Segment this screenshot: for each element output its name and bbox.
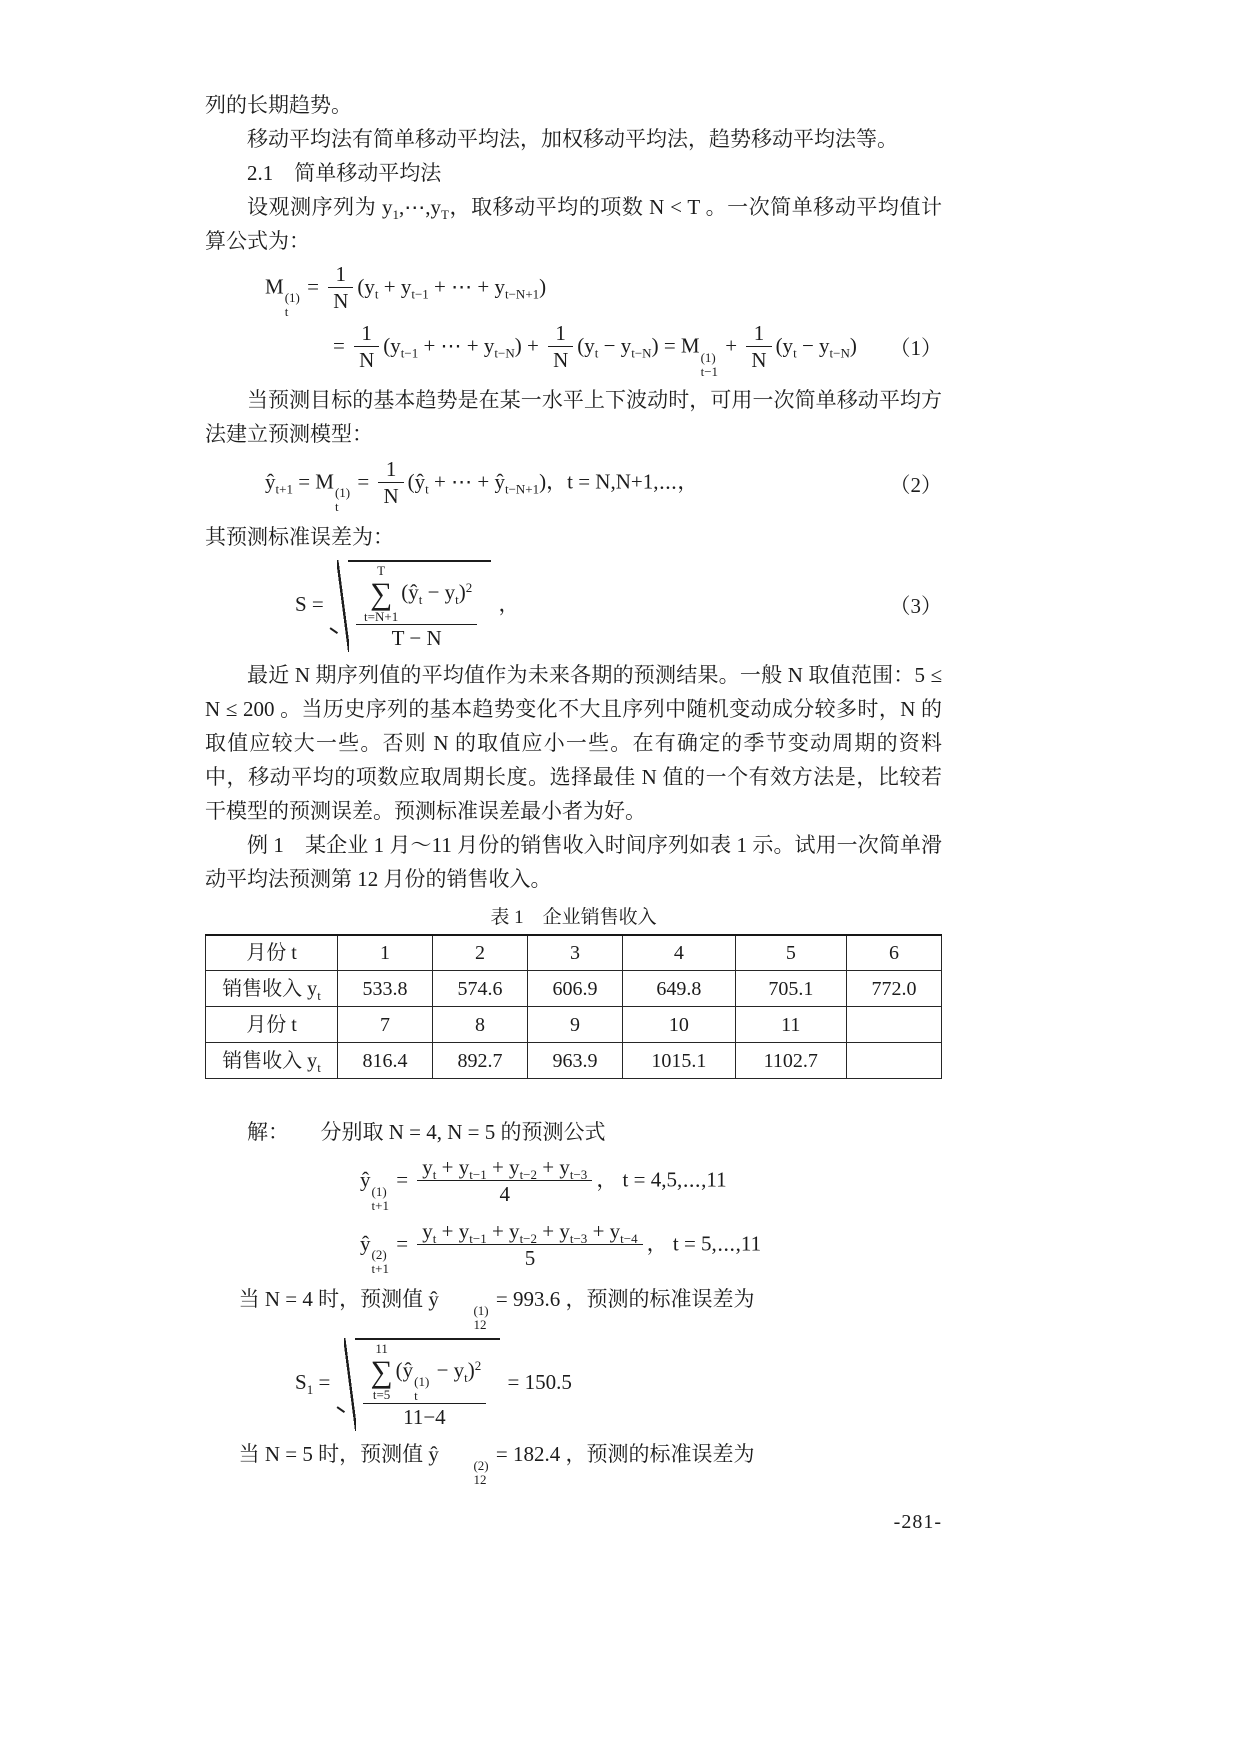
equation-forecast-n4-body <box>360 1155 727 1212</box>
paragraph-example-1: 例 1 某企业 1 月～11 月份的销售收入时间序列如表 1 示。试用一次简单滑动平均法预测第 12 月份的销售收入。 <box>205 832 942 891</box>
equation-s1-line: $S_1$ = 11 ∑ t=5 (ŷ (1) t − $y_t)^2$ 11−4 = 150.5 <box>295 1338 572 1431</box>
paragraph-trend-tail: 列的长期趋势。 <box>205 93 352 117</box>
table-cell: 816.4 <box>338 1043 433 1079</box>
table-cell: 5 <box>735 935 846 971</box>
equation-2 <box>205 457 942 514</box>
table-cell: 606.9 <box>528 971 623 1007</box>
equation-3 <box>205 560 942 652</box>
table-cell: 3 <box>528 935 623 971</box>
table-row <box>206 935 942 971</box>
table-cell: 2 <box>433 935 528 971</box>
equation-forecast-n4 <box>205 1155 942 1212</box>
paragraph-n4-result: 当 N = 4 时，预测值 ŷ (1) 12 = 993.6 ，预测的标准误差为 <box>238 1287 755 1333</box>
paragraph-solution-intro: 解： 分别取 N = 4, N = 5 的预测公式 <box>247 1120 606 1145</box>
table-cell: 649.8 <box>623 971 736 1007</box>
table-cell: 9 <box>528 1007 623 1043</box>
paragraph-series-setup: 设观测序列为 $y_1,\cdots,y_T$，取移动平均的项数 N < T 。一次简单移动平均值计算公式为： <box>205 195 943 253</box>
page-content <box>205 88 942 1539</box>
table-cell: 销售收入 $y_t$ <box>206 1043 338 1079</box>
paragraph-n5-result: 当 N = 5 时，预测值 ŷ (2) 12 = 182.4 ，预测的标准误差为 <box>238 1441 755 1487</box>
equation-1-number: （1） <box>889 335 942 360</box>
equation-forecast-n5-line: ŷ (2) t+1 = $\frac{y_t + y_{t-1} + y_{t-2} + y_{t-3} + y_{t-4}}{5}$ ， t = 5,⋯,11 <box>360 1218 762 1277</box>
table-row <box>206 1007 942 1043</box>
table-cell <box>846 1007 941 1043</box>
paragraph-n-selection: 最近 N 期序列值的平均值作为未来各期的预测结果。一般 N 取值范围：5 ≤ N ≤ 200 。当历史序列的基本趋势变化不大且序列中随机变动成分较多时，N 的取值应较大一些。否则 N 的取值应小一些。在有确定的季节变动周期的资料中，移动平均的项数应取周期长度。选择最佳 N 值的一个有效方法是，比较若干模型的预测误差。预测标准误差最小者为好。 <box>205 662 942 823</box>
table-cell: 6 <box>846 935 941 971</box>
table-cell: 892.7 <box>433 1043 528 1079</box>
table-cell: 月份 t <box>206 1007 338 1043</box>
paragraph-model-intro: 当预测目标的基本趋势是在某一水平上下波动时，可用一次简单移动平均方法建立预测模型： <box>205 387 942 446</box>
table-cell: 10 <box>623 1007 736 1043</box>
equation-3-number: （3） <box>889 593 942 618</box>
equation-2-line: $ŷ_{t+1} = M$ (1) t = $\frac{1}{N}$ ($ŷ_t$ + ⋯ + $ŷ_{t-N+1}$)，t = N,N+1,⋯， <box>265 456 699 514</box>
table-cell: 4 <box>623 935 736 971</box>
table-cell <box>846 1043 941 1079</box>
table-row <box>206 1043 942 1079</box>
equation-forecast-n4-line: ŷ (1) t+1 = $\frac{y_t + y_{t-1} + y_{t-2} + y_{t-3}}{4}$ ， t = 4,5,⋯,11 <box>360 1155 727 1213</box>
table-cell: 8 <box>433 1007 528 1043</box>
equation-s1-body <box>295 1338 572 1431</box>
page-number: -281- <box>893 1510 942 1533</box>
table-cell: 574.6 <box>433 971 528 1007</box>
table-cell: 7 <box>338 1007 433 1043</box>
table-cell: 963.9 <box>528 1043 623 1079</box>
paragraph-std-error-intro: 其预测标准误差为： <box>205 524 394 549</box>
table-cell: 月份 t <box>206 935 338 971</box>
table-row <box>206 971 942 1007</box>
equation-1 <box>205 262 942 379</box>
equation-2-number: （2） <box>889 473 942 498</box>
paragraph-methods-overview: 移动平均法有简单移动平均法，加权移动平均法，趋势移动平均法等。 <box>247 127 898 151</box>
equation-forecast-n5-body <box>360 1219 761 1276</box>
equation-1-body <box>265 262 857 379</box>
equation-1-line-2: = $\frac{1}{N}$ ($y_{t-1}$ + ⋯ + $y_{t-N}$) + $\frac{1}{N}$ $(y_t - y_{t-N}) = M$ (1) t−1 + $\frac{1}{N}$ $(y_t - y_{t-N})$ <box>333 321 857 379</box>
table-cell: 销售收入 $y_t$ <box>206 971 338 1007</box>
equation-s1 <box>205 1338 942 1431</box>
sales-table <box>205 934 942 1080</box>
table-cell: 772.0 <box>846 971 941 1007</box>
equation-1-line-1: M (1) t = $\frac{1}{N}$ ($y_t + y_{t-1}$ + ⋯ + $y_{t-N+1}$) <box>265 262 547 320</box>
table-cell: 705.1 <box>735 971 846 1007</box>
table-cell: 1102.7 <box>735 1043 846 1079</box>
table-caption: 表 1 企业销售收入 <box>490 906 657 928</box>
equation-3-line: S = T ∑ t=N+1 $(ŷ_t - y_t)^2$ T − N ， <box>295 560 520 652</box>
equation-3-body <box>295 560 520 652</box>
section-heading-2-1: 2.1 简单移动平均法 <box>247 161 442 185</box>
equation-2-body <box>265 457 698 514</box>
table-cell: 533.8 <box>338 971 433 1007</box>
table-cell: 1 <box>338 935 433 971</box>
equation-forecast-n5 <box>205 1219 942 1276</box>
table-cell: 11 <box>735 1007 846 1043</box>
table-cell: 1015.1 <box>623 1043 736 1079</box>
